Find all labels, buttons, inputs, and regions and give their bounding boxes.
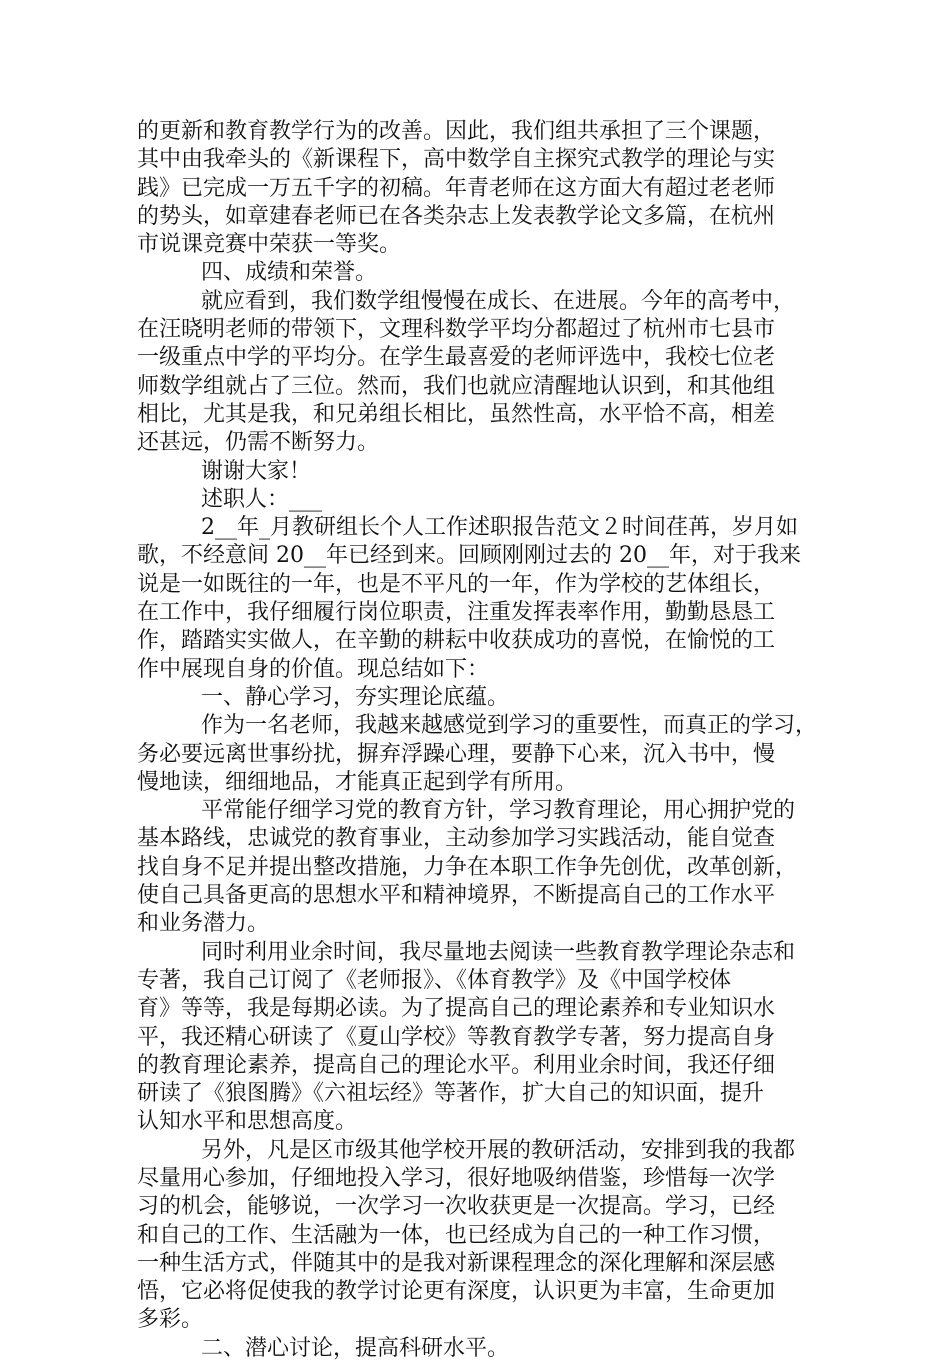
text-line: 践》已完成一万五千字的初稿。年青老师在这方面大有超过老老师 (137, 175, 776, 201)
text-line: 的教育理论素养，提高自己的理论水平。利用业余时间，我还仔细 (137, 1052, 776, 1078)
text-line: 一级重点中学的平均分。在学生最喜爱的老师评选中，我校七位老 (137, 345, 776, 371)
text-line: 的势头，如章建春老师已在各类杂志上发表教学论文多篇，在杭州 (137, 203, 776, 229)
text-line: 和自己的工作、生活融为一体，也已经成为自己的一种工作习惯， (137, 1222, 776, 1248)
text-line: 其中由我牵头的《新课程下，高中数学自主探究式教学的理论与实 (137, 147, 776, 173)
text-line: 作，踏踏实实做人，在辛勤的耕耘中收获成功的喜悦，在愉悦的工 (137, 628, 776, 654)
text-line: 还甚远，仍需不断努力。 (137, 430, 380, 456)
text-line: 就应看到，我们数学组慢慢在成长、在进展。今年的高考中， (201, 288, 796, 314)
text-line: 平常能仔细学习党的教育方针，学习教育理论，用心拥护党的 (201, 798, 796, 824)
text-line: 和业务潜力。 (137, 911, 270, 937)
text-line: 相比，尤其是我，和兄弟组长相比，虽然性高，水平恰不高，相差 (137, 401, 776, 427)
text-line: 市说课竞赛中荣获一等奖。 (137, 232, 402, 258)
text-line: 师数学组就占了三位。然而，我们也就应清醒地认识到，和其他组 (137, 373, 776, 399)
text-line: 在工作中，我仔细履行岗位职责，注重发挥表率作用，勤勤恳恳工 (137, 600, 776, 626)
text-line: 说是一如既往的一年，也是不平凡的一年，作为学校的艺体组长， (137, 571, 776, 597)
text-line: 认知水平和思想高度。 (137, 1109, 358, 1135)
text-line: 专著，我自己订阅了《老师报》、《体育教学》及《中国学校体 (137, 967, 732, 993)
text-line: 四、成绩和荣誉。 (201, 260, 378, 286)
text-line: 一、静心学习，夯实理论底蕴。 (201, 684, 510, 710)
text-line: 作为一名老师，我越来越感觉到学习的重要性，而真正的学习， (201, 713, 818, 739)
text-line: 习的机会，能够说，一次学习一次收获更是一次提高。学习，已经 (137, 1194, 776, 1220)
text-line: 另外，凡是区市级其他学校开展的教研活动，安排到我的我都 (201, 1137, 796, 1163)
text-line: 在汪晓明老师的带领下，文理科数学平均分都超过了杭州市七县市 (137, 317, 776, 343)
text-line: 基本路线，忠诚党的教育事业，主动参加学习实践活动，能自觉查 (137, 826, 776, 852)
text-line: 的更新和教育教学行为的改善。因此，我们组共承担了三个课题， (137, 119, 776, 144)
text-line: 多彩。 (137, 1307, 204, 1333)
document-body (137, 118, 817, 1363)
text-line: 慢地读，细细地品，才能真正起到学有所用。 (137, 769, 578, 795)
text-line: 研读了《狼图腾》《六祖坛经》等著作，扩大自己的知识面，提升 (137, 1081, 765, 1107)
text-line: 悟，它必将促使我的教学讨论更有深度，认识更为丰富，生命更加 (137, 1279, 776, 1305)
text-line: 找自身不足并提出整改措施，力争在本职工作争先创优，改革创新， (137, 854, 798, 880)
text-line: 同时利用业余时间，我尽量地去阅读一些教育教学理论杂志和 (201, 939, 796, 965)
text-line: 务必要远离世事纷扰，摒弃浮躁心理，要静下心来，沉入书中，慢 (137, 741, 776, 767)
text-line: 使自己具备更高的思想水平和精神境界，不断提高自己的工作水平 (137, 883, 776, 909)
text-line: 平，我还精心研读了《夏山学校》等教育教学专著，努力提高自身 (137, 1024, 776, 1050)
text-line: 述职人：___ (201, 486, 323, 512)
text-line: 歌，不经意间 20__年已经到来。回顾刚刚过去的 20__年，对于我来 (137, 543, 801, 569)
text-line: 尽量用心参加，仔细地投入学习，很好地吸纳借鉴，珍惜每一次学 (137, 1165, 776, 1191)
text-line: 育》等等，我是每期必读。为了提高自己的理论素养和专业知识水 (137, 996, 776, 1022)
text-line: 2__年_月教研组长个人工作述职报告范文２时间荏苒，岁月如 (201, 515, 798, 541)
text-line: 一种生活方式，伴随其中的是我对新课程理念的深化理解和深层感 (137, 1250, 776, 1276)
text-line: 作中展现自身的价值。现总结如下： (137, 656, 490, 682)
text-line: 二、潜心讨论，提高科研水平。 (201, 1335, 510, 1361)
text-line: 谢谢大家！ (201, 458, 312, 484)
